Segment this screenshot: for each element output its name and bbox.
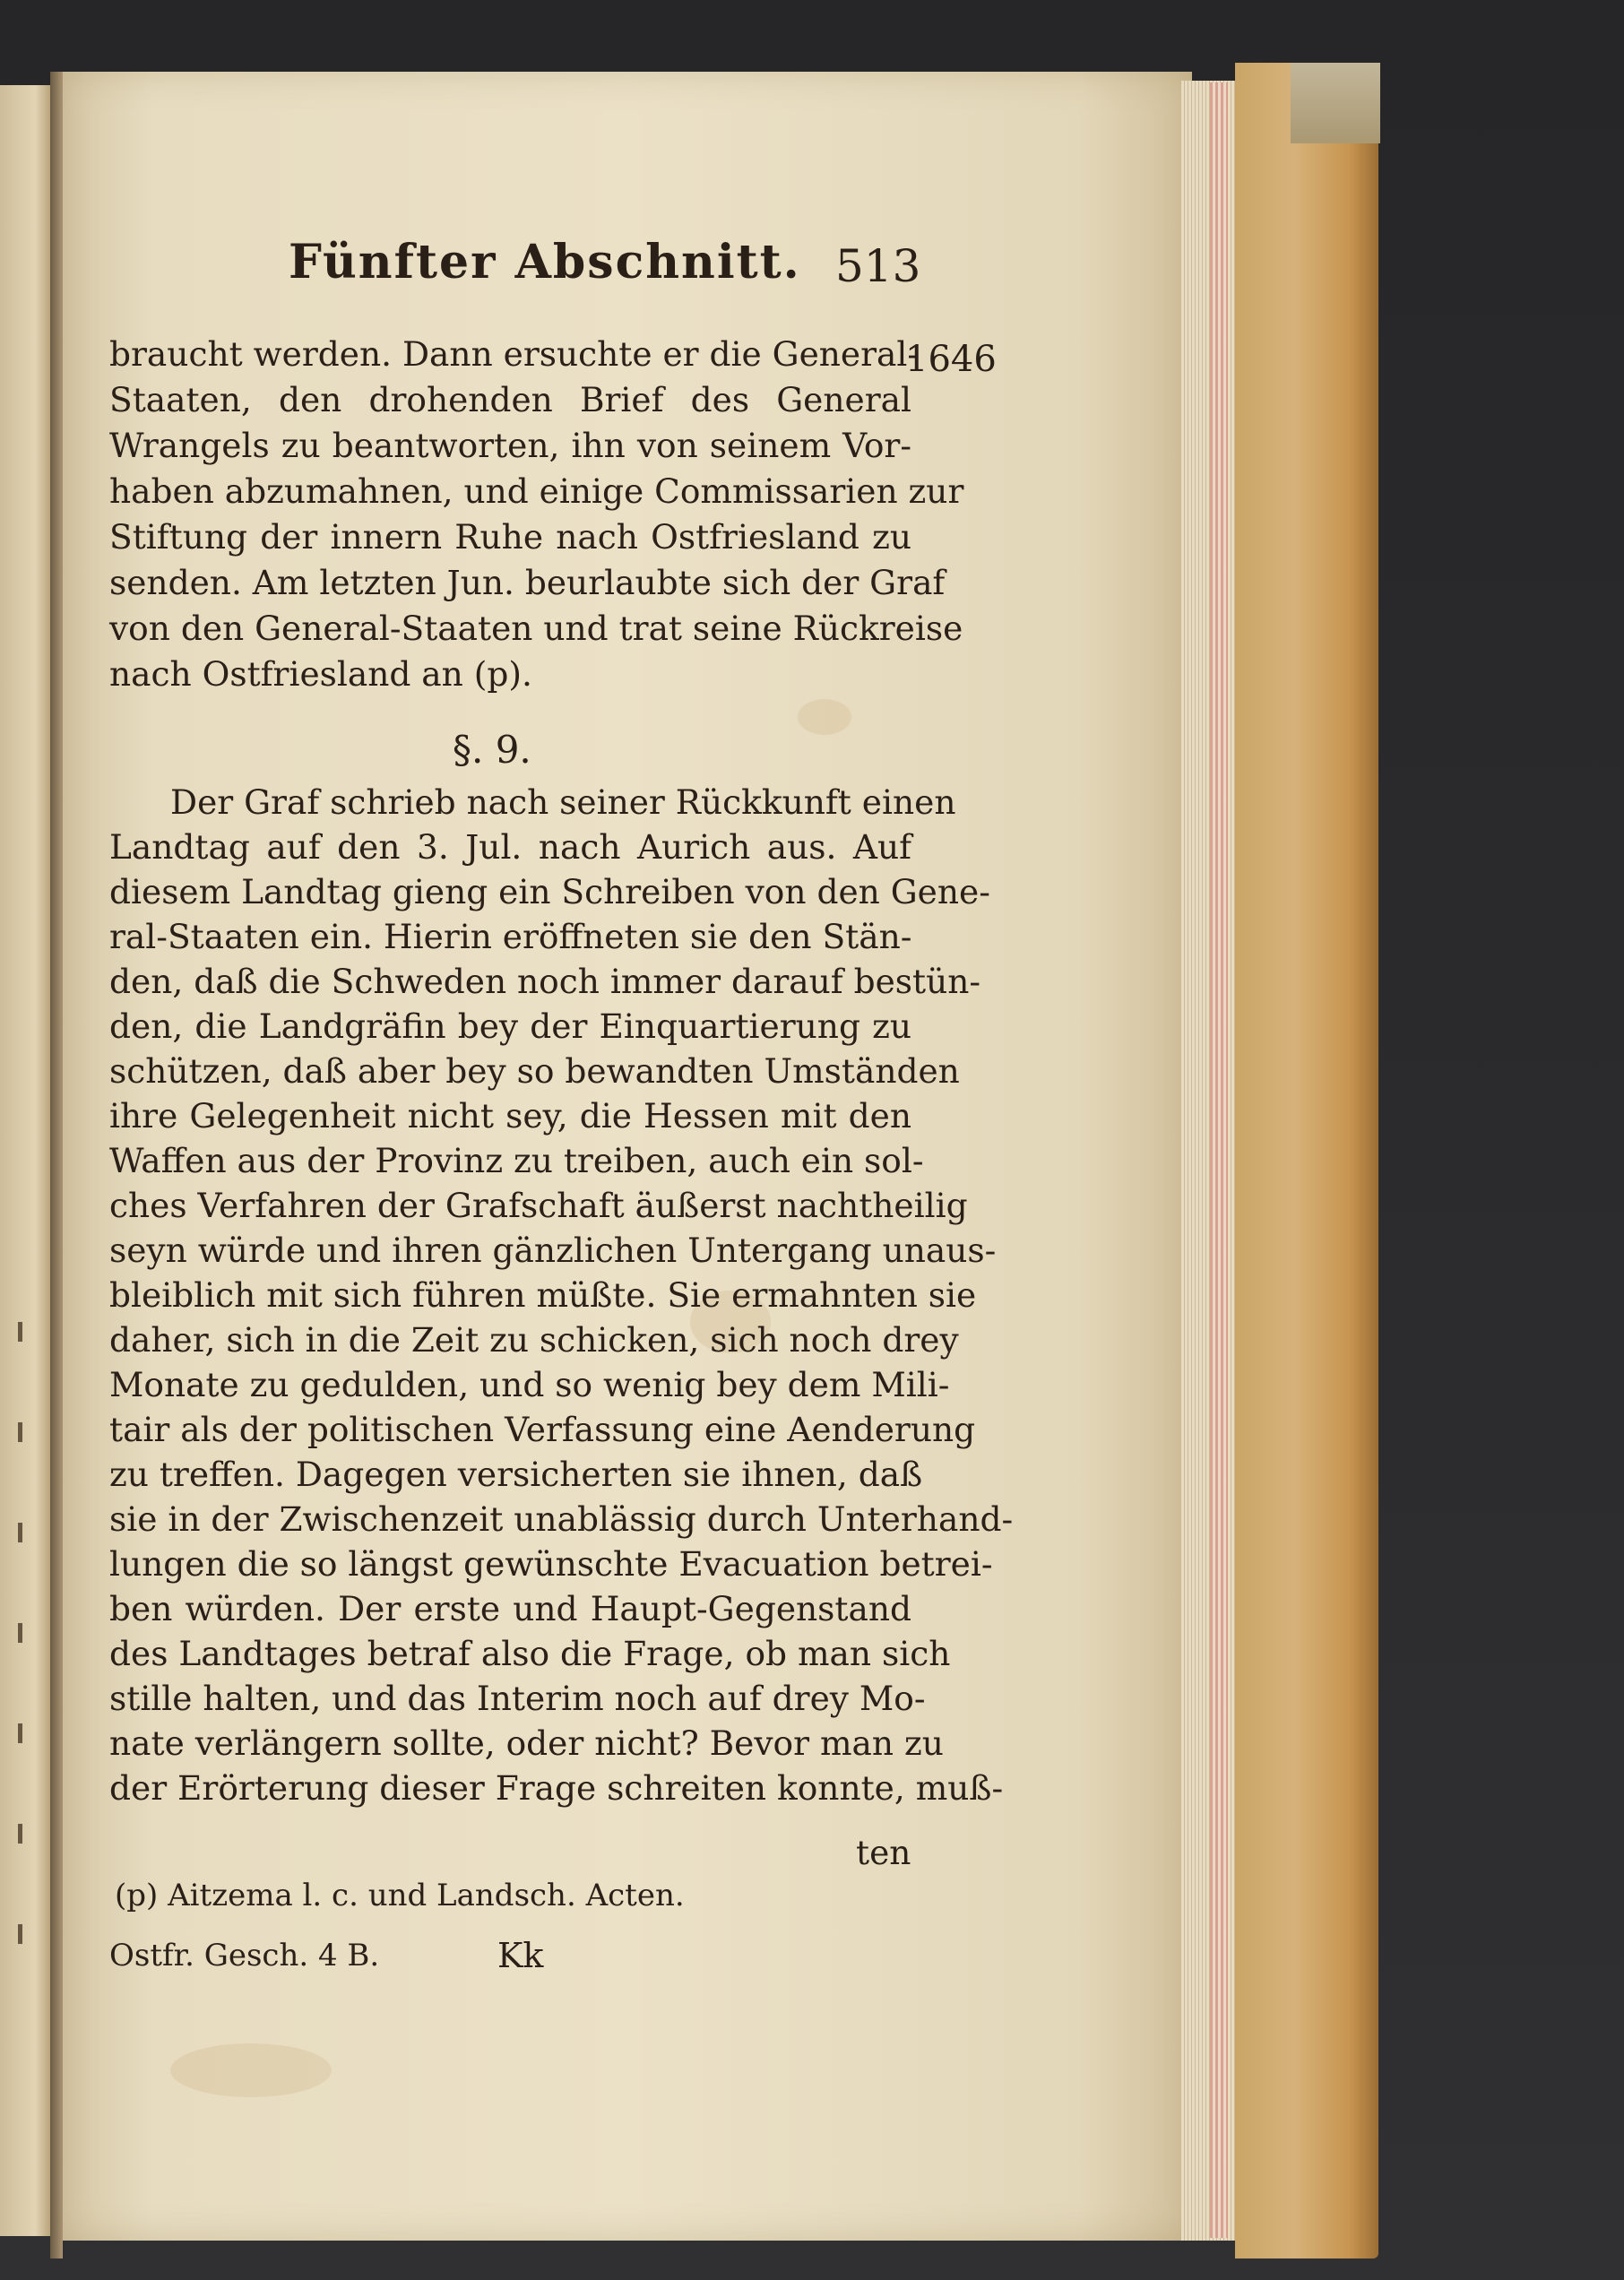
text-line: Waffen aus der Provinz zu treiben, auch ein sol- [109, 1141, 924, 1180]
signature-mark: Kk [497, 1936, 544, 1975]
text-line: nach Ostfriesland an (p). [109, 654, 532, 694]
book-gutter [50, 72, 63, 2258]
text-line: des Landtages betraf also die Frage, ob man sich [109, 1634, 951, 1673]
text-line: Der Graf schrieb nach seiner Rückkunft einen [170, 782, 956, 822]
text-line: haben abzumahnen, und einige Commissarien zur [109, 471, 964, 511]
text-line: von den General-Staaten und trat seine Rückreise [109, 609, 963, 648]
text-line: ches Verfahren der Grafschaft äußerst nachtheilig [109, 1186, 968, 1225]
text-line: senden. Am letzten Jun. beurlaubte sich der Graf [109, 563, 946, 602]
text-line: seyn würde und ihren gänzlichen Untergang unaus- [109, 1231, 997, 1270]
text-line: Stiftung der innern Ruhe nach Ostfriesland zu [109, 517, 911, 557]
running-head [289, 235, 970, 298]
text-line: Staaten, den drohenden Brief des General [109, 380, 911, 419]
facing-page-edge [0, 85, 52, 2236]
red-edge-stain [1210, 82, 1228, 2238]
running-title: Fünfter Abschnitt. [289, 235, 801, 289]
text-line: ben würden. Der erste und Haupt-Gegenstand [109, 1589, 911, 1628]
text-line: nate verlängern sollte, oder nicht? Bevor man zu [109, 1723, 944, 1763]
text-line: braucht werden. Dann ersuchte er die General- [109, 334, 920, 374]
book-cover-corner [1291, 63, 1380, 143]
text-line: ral-Staaten ein. Hierin eröffneten sie den Stän- [109, 917, 912, 956]
text-line: lungen die so längst gewünschte Evacuation betrei- [109, 1544, 993, 1584]
signature-line: Ostfr. Gesch. 4 B. [109, 1938, 380, 1973]
text-line: der Erörterung dieser Frage schreiten konnte, muß- [109, 1768, 1004, 1808]
text-line: stille halten, und das Interim noch auf drey Mo- [109, 1679, 926, 1718]
text-line: diesem Landtag gieng ein Schreiben von den Gene- [109, 872, 990, 911]
text-line: bleiblich mit sich führen müßte. Sie ermahnten sie [109, 1275, 977, 1315]
section-heading: §. 9. [453, 728, 531, 772]
footnote: (p) Aitzema l. c. und Landsch. Acten. [115, 1878, 685, 1913]
text-line: ihre Gelegenheit nicht sey, die Hessen mit den [109, 1096, 911, 1136]
facing-page-ink-marks [13, 1322, 30, 2039]
margin-year: 1646 [905, 339, 997, 380]
text-line: sie in der Zwischenzeit unablässig durch Unterhand- [109, 1499, 1014, 1539]
text-line: den, die Landgräfin bey der Einquartierung zu [109, 1006, 911, 1046]
book-cover-edge [1235, 63, 1378, 2258]
text-line: tair als der politischen Verfassung eine Aenderung [109, 1410, 976, 1449]
catchword: ten [856, 1833, 911, 1872]
page-number: 513 [835, 240, 921, 292]
text-line: Landtag auf den 3. Jul. nach Aurich aus. Auf [109, 827, 911, 867]
text-line: Wrangels zu beantworten, ihn von seinem Vor- [109, 426, 911, 465]
text-line: daher, sich in die Zeit zu schicken, sich noch drey [109, 1320, 959, 1360]
text-line: zu treffen. Dagegen versicherten sie ihnen, daß [109, 1455, 923, 1494]
text-line: schützen, daß aber bey so bewandten Umständen [109, 1051, 960, 1091]
text-line: Monate zu gedulden, und so wenig bey dem Mili- [109, 1365, 950, 1404]
text-line: den, daß die Schweden noch immer darauf bestün- [109, 962, 981, 1001]
